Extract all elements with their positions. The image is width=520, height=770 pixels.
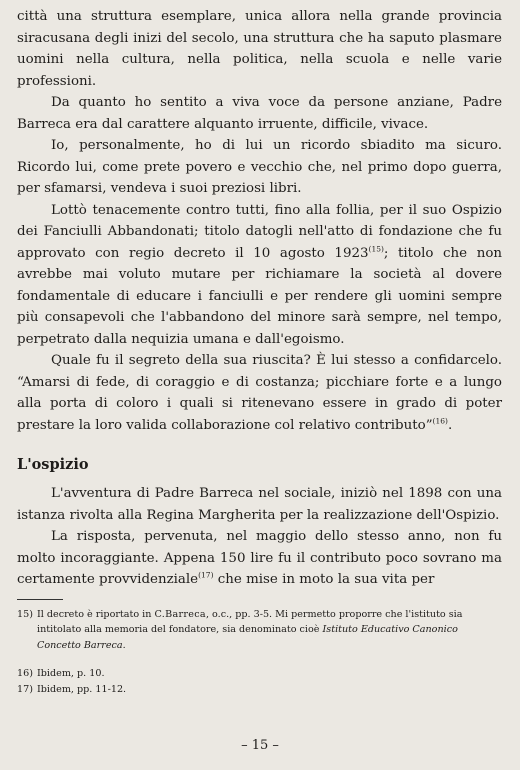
paragraph-4 <box>17 200 502 351</box>
section-paragraph-1: L'avventura di Padre Barreca nel sociale, iniziò nel 1898 con una istanza rivolta alla Regina Margherita per la realizzazione dell'Ospizio. <box>17 486 502 523</box>
footnote-text: Ibidem, p. 10. <box>37 668 105 679</box>
footnote-number: 15) <box>17 608 33 620</box>
footnote-ref-16: (16) <box>432 416 448 426</box>
paragraph-2: Da quanto ho sentito a viva voce da persone anziane, Padre Barreca era dal carattere alquanto irruente, difficile, vivace. <box>17 95 502 132</box>
footnote-text: intitolato alla memoria del fondatore, sia denominato cioè <box>37 624 323 635</box>
footnote-author: C.Barreca <box>154 608 206 620</box>
footnote-text: Il decreto è riportato in <box>37 608 155 620</box>
section-paragraph-2-text-b: che mise in moto la sua vita per <box>213 572 435 587</box>
paragraph-5 <box>17 350 502 436</box>
footnote-number: 17) <box>17 683 33 695</box>
footnote-16 <box>17 666 502 682</box>
footnote-text: Ibidem, pp. 11-12. <box>37 683 127 695</box>
paragraph-5-text-a: Quale fu il segreto della sua riuscita? È lui stesso a confidarcelo. “Amarsi di fede, di coraggio e di costanza; picchiare forte e a lungo alla porta di coloro i quali si ritenevano essere in grado di poter prestare la loro valida collaborazione col relativo contributo” <box>17 353 502 433</box>
footnote-15-cont <box>17 622 502 638</box>
footnote-ref-15: (15) <box>368 244 384 254</box>
paragraph-4-text-a: Lottò tenacemente contro tutti, fino alla follia, per il suo Ospizio dei Fanciulli Abbandonati; titolo datogli nell'atto di fondazione che fu approvato con regio decreto il 10 agosto 1923 <box>17 202 502 261</box>
paragraph-5-text-b: . <box>447 417 453 433</box>
paragraph-3: Io, personalmente, ho di lui un ricordo sbiadito ma sicuro. Ricordo lui, come prete povero e vecchio che, nel primo dopo guerra, per sfamarsi, vendeva i suoi preziosi libri. <box>17 138 502 196</box>
footnote-divider <box>17 599 63 600</box>
footnote-17 <box>17 682 502 698</box>
footnote-number: 16) <box>17 668 33 679</box>
footnote-text: . <box>122 639 126 651</box>
body-text <box>17 6 502 591</box>
footnote-ref-17: (17) <box>198 570 214 580</box>
page-number: – 15 – <box>241 738 279 753</box>
paragraph-4-text-b: ; titolo che non avrebbe mai voluto mutare per richiamare la società al dovere fondamentale di educare i fanciulli e per rendere gli uomini sempre più consapevoli che l'abbandono del minore sarà sempre, nel tempo, perpetrato dalla nequizia umana e dall'egoismo. <box>17 245 503 347</box>
paragraph-1: città una struttura esemplare, unica allora nella grande provincia siracusana degli inizi del secolo, una struttura che ha saputo plasmare uomini nella cultura, nella politica, nella scuola e nelle varie professioni. <box>17 9 502 89</box>
footnote-15 <box>17 607 502 623</box>
footnote-15-cont <box>17 638 502 654</box>
footnotes <box>17 607 502 698</box>
section-heading: L'ospizio <box>17 456 89 473</box>
footnote-title: Istituto Educativo Canonico <box>322 624 458 635</box>
section-paragraph-2 <box>17 526 502 591</box>
footnote-title: Concetto Barreca <box>37 639 123 651</box>
footnote-text: , o.c., pp. 3-5. Mi permetto proporre che l'istituto sia <box>205 608 463 620</box>
section-paragraph-2-text-a: La risposta, pervenuta, nel maggio dello stesso anno, non fu molto incoraggiante. Appena 150 lire fu il contributo poco sovrano ma certamente provvidenziale <box>17 529 502 587</box>
